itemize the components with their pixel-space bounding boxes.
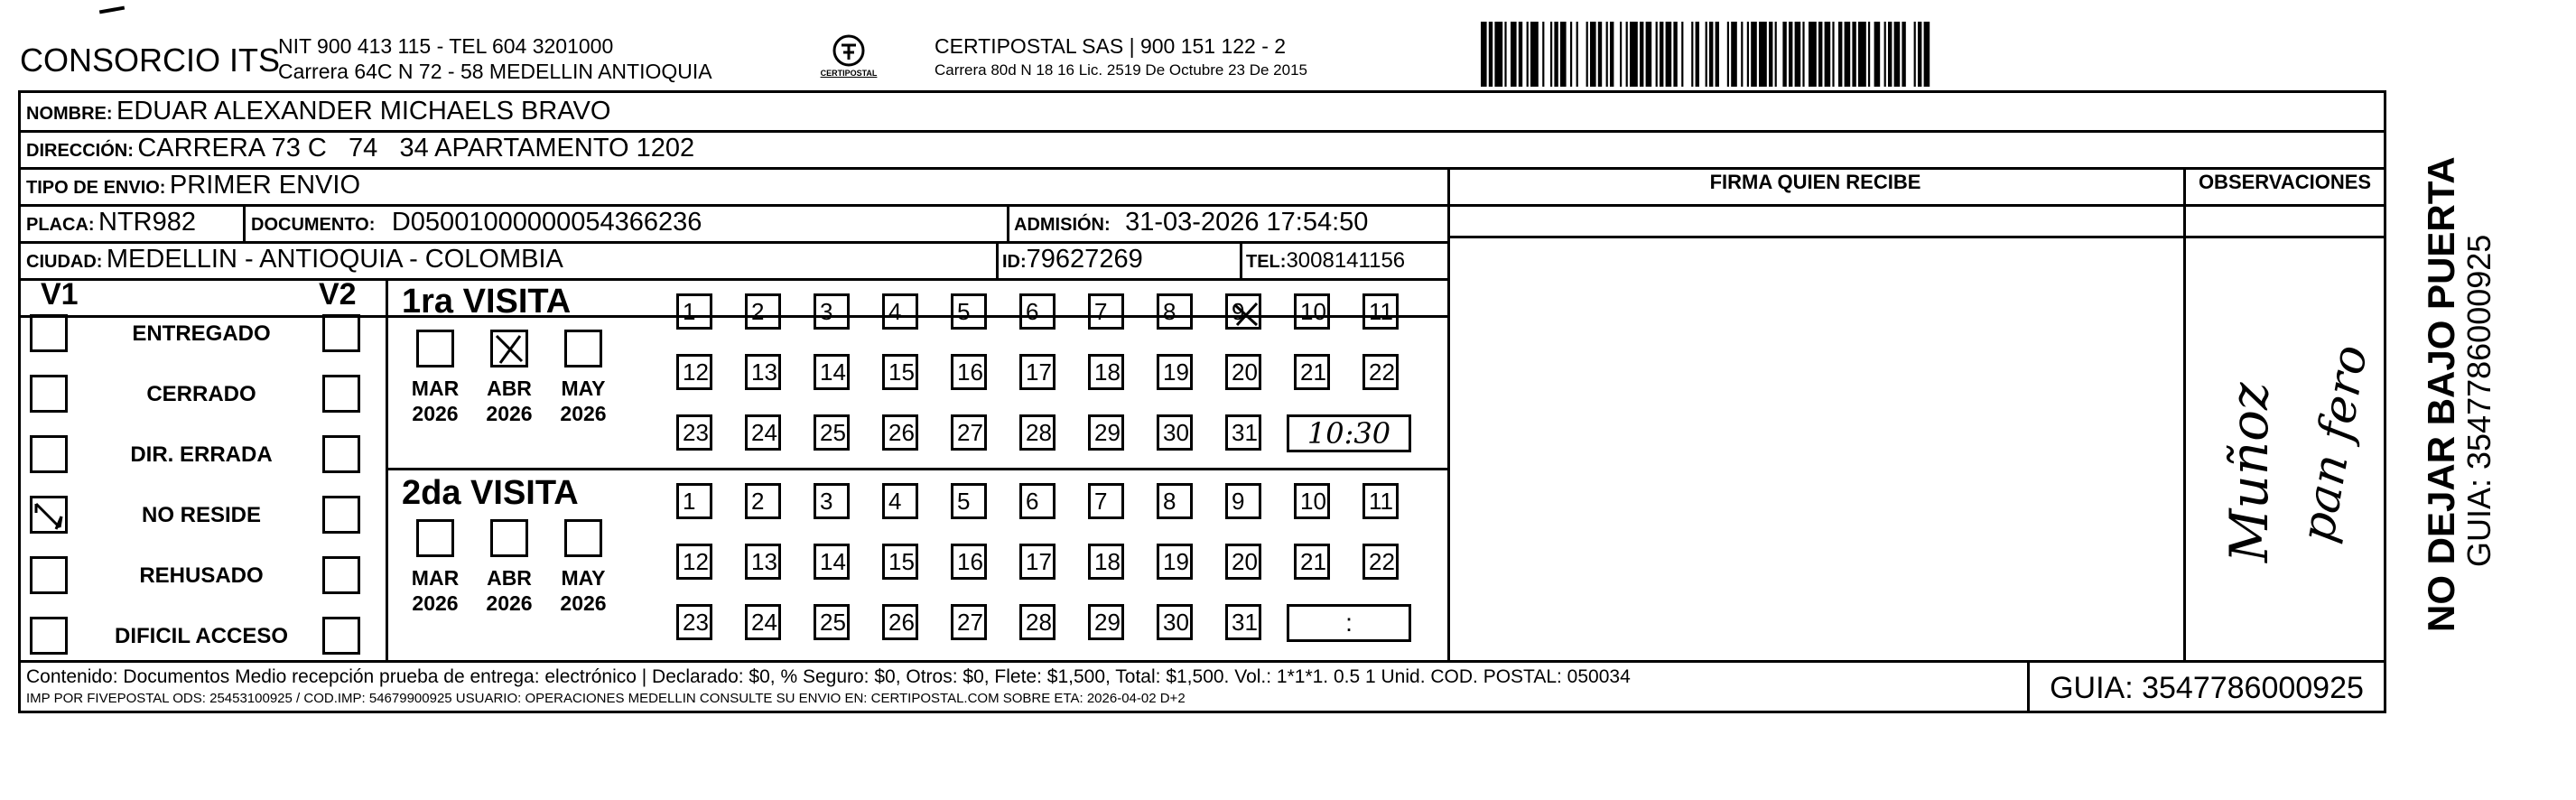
send-type: PRIMER ENVIO [169,171,361,200]
barcode-bar [1554,22,1558,87]
month-year: 2026 [412,591,459,615]
first-visit-day-box[interactable] [814,354,850,390]
barcode-bar [1894,22,1901,87]
first-visit-day-box[interactable] [1157,354,1193,390]
month-year: 2026 [560,402,607,425]
day-number: 7 [1094,488,1108,515]
month-name: ABR [487,377,532,400]
barcode-bar [1747,22,1749,87]
first-visit-time-box[interactable]: 10:30 [1287,414,1411,452]
tel-value: 3008141156 [1286,248,1406,273]
first-visit-day-box[interactable] [1225,414,1261,451]
barcode-bar [1809,22,1817,87]
name-row [26,97,610,126]
barcode-bar [1741,22,1743,87]
second-visit-day-box[interactable] [745,483,781,519]
v1-status-checkbox[interactable] [30,314,68,352]
day-number: 24 [751,419,777,446]
day-number: 3 [820,298,833,325]
handwritten-line1: Muñoz [2218,382,2280,563]
barcode-bar [1610,22,1613,87]
first-visit-day-box[interactable] [1157,293,1193,330]
barcode-bar [1918,22,1921,87]
day-number: 21 [1300,548,1326,575]
status-label: REHUSADO [139,563,264,588]
day-number: 23 [683,419,709,446]
day-number: 4 [888,488,902,515]
month-name: MAY [561,566,606,590]
second-visit-day-box[interactable] [676,604,712,640]
recipient-name: EDUAR ALEXANDER MICHAELS BRAVO [116,97,611,126]
second-visit-month-checkbox[interactable] [416,519,454,557]
second-visit-day-box[interactable] [814,483,850,519]
day-number: 6 [1026,298,1039,325]
barcode-bar [1696,22,1699,87]
delivery-form [18,90,2386,713]
v1-status-checkbox[interactable] [30,617,68,655]
barcode-bar [1620,22,1622,87]
admission-value: 31-03-2026 17:54:50 [1125,208,1369,237]
v2-status-checkbox[interactable] [322,556,360,594]
second-visit-day-box[interactable] [882,544,918,580]
barcode-bar [1825,22,1831,87]
day-number: 10 [1300,488,1326,515]
second-visit-day-box[interactable] [745,604,781,640]
second-visit-day-box[interactable] [882,483,918,519]
month-year: 2026 [486,591,533,615]
barcode-bar [1570,22,1572,87]
barcode-bar [1832,22,1834,87]
first-visit-month-label [404,376,467,426]
first-visit-day-box[interactable] [814,293,850,330]
barcode-bar [1646,22,1652,87]
first-visit-day-box[interactable] [745,354,781,390]
barcode-bar [1802,22,1804,87]
first-visit-month-checkbox[interactable] [416,330,454,367]
day-number: 5 [957,488,971,515]
second-visit-day-box[interactable] [882,604,918,640]
check-mark-icon [33,498,65,531]
send-type-label: TIPO DE ENVIO: [26,178,166,198]
second-visit-day-box[interactable] [1362,483,1399,519]
admission-cell [1014,208,1368,237]
second-visit-day-box[interactable] [1225,544,1261,580]
barcode-bar [1666,22,1672,87]
day-number: 18 [1094,358,1121,386]
barcode-bar [1530,22,1539,87]
day-number: 28 [1026,419,1052,446]
barcode-bar [1845,22,1851,87]
send-type-row [26,171,360,200]
day-number: 13 [751,358,777,386]
day-number: 17 [1026,548,1052,575]
id-value: 79627269 [1026,245,1143,274]
barcode-bar [1759,22,1767,87]
check-mark-icon [1228,296,1264,332]
address-label: DIRECCIÓN: [26,141,134,161]
plate-cell [26,208,196,237]
barcode-bar [1560,22,1567,87]
v2-status-checkbox[interactable] [322,496,360,534]
barcode-bar [1590,22,1596,87]
barcode-bar [1660,22,1663,87]
day-number: 27 [957,419,983,446]
certipostal-logo-text: CERTIPOSTAL [820,69,878,78]
first-visit-day-box[interactable] [882,293,918,330]
signature-header: FIRMA QUIEN RECIBE [1709,171,1921,193]
day-number: 24 [751,609,777,636]
day-number: 6 [1026,488,1039,515]
certipostal-logo [813,33,885,85]
document-cell [251,208,702,237]
day-number: 14 [820,358,846,386]
barcode-bar [1640,22,1643,87]
barcode-bar [1795,22,1801,87]
day-number: 2 [751,488,765,515]
day-number: 19 [1163,358,1189,386]
barcode-bar [1858,22,1866,87]
side-guia-text: GUIA: 3547786000925 [2460,234,2497,567]
barcode-bar [1751,22,1757,87]
company-name: CONSORCIO ITS [20,42,281,79]
first-visit-day-box[interactable] [1225,293,1261,330]
name-label: NOMBRE: [26,104,113,124]
v1-header: V1 [41,277,79,312]
second-visit-day-box[interactable] [814,604,850,640]
second-visit-day-box[interactable] [1294,544,1330,580]
day-number: 16 [957,548,983,575]
day-number: 30 [1163,609,1189,636]
v1-status-checkbox[interactable] [30,375,68,413]
v1-status-checkbox[interactable] [30,435,68,473]
barcode-bar [1731,22,1737,87]
status-label: DIR. ERRADA [130,442,273,467]
first-visit-day-box[interactable] [1157,414,1193,451]
second-visit-day-box[interactable] [745,544,781,580]
day-number: 22 [1369,548,1395,575]
first-visit-day-box[interactable] [1088,354,1124,390]
second-visit-day-box[interactable] [1019,604,1056,640]
day-number: 3 [820,488,833,515]
v2-status-checkbox[interactable] [322,617,360,655]
v2-status-checkbox[interactable] [322,314,360,352]
second-visit-title: 2da VISITA [402,474,579,512]
handwritten-line2: pan fero [2290,340,2379,547]
barcode-bar [1550,22,1552,87]
barcode-bar [1489,22,1493,87]
barcode-bar [1924,22,1930,87]
v2-status-checkbox[interactable] [322,375,360,413]
first-visit-day-box[interactable] [814,414,850,451]
day-number: 18 [1094,548,1121,575]
second-visit-day-box[interactable] [1019,544,1056,580]
barcode-bar [1681,22,1683,87]
day-number: 1 [683,488,696,515]
first-visit-day-box[interactable] [882,414,918,451]
barcode-bar [1852,22,1855,87]
second-visit-day-box[interactable] [1362,544,1399,580]
first-visit-month-label [552,376,615,426]
day-number: 7 [1094,298,1108,325]
first-visit-day-box[interactable] [1019,414,1056,451]
barcode-bar [1818,22,1822,87]
day-number: 9 [1232,488,1245,515]
day-number: 11 [1369,298,1393,325]
document-label: DOCUMENTO: [251,215,376,235]
first-visit-day-box[interactable] [951,414,987,451]
second-visit-time-box[interactable]: : [1287,604,1411,642]
id-label: ID: [1002,252,1027,272]
barcode-bar [1598,22,1602,87]
first-visit-day-box[interactable] [1088,293,1124,330]
second-visit-day-box[interactable] [1294,483,1330,519]
day-number: 8 [1163,488,1176,515]
status-label: DIFICIL ACCESO [114,624,288,648]
barcode-bar [1576,22,1578,87]
barcode-bar [1511,22,1517,87]
first-visit-day-box[interactable] [1362,293,1399,330]
day-number: 25 [820,609,846,636]
status-label: NO RESIDE [141,503,262,527]
barcode-bar [1656,22,1658,87]
barcode-bar [1606,22,1608,87]
day-number: 25 [820,419,846,446]
day-number: 26 [888,609,915,636]
second-visit-day-box[interactable] [951,604,987,640]
day-number: 8 [1163,298,1176,325]
barcode-bar [1902,22,1905,87]
day-number: 17 [1026,358,1052,386]
second-visit-month-label [478,565,541,616]
second-visit-day-box[interactable] [1157,483,1193,519]
handwritten-signature [2188,247,2382,653]
city-cell [26,245,563,274]
second-visit-month-checkbox[interactable] [564,519,602,557]
barcode-bar [1709,22,1713,87]
barcode-bar [1527,22,1529,87]
barcode-bar [1630,22,1638,87]
barcode-bar [1494,22,1502,87]
day-number: 4 [888,298,902,325]
barcode-bar [1586,22,1588,87]
first-visit-day-box[interactable] [745,414,781,451]
carrier-info-line1: CERTIPOSTAL SAS | 900 151 122 - 2 [935,34,1287,58]
first-visit-day-box[interactable] [676,414,712,451]
company-address: Carrera 64C N 72 - 58 MEDELLIN ANTIOQUIA [278,60,712,83]
address-row [26,134,694,163]
document-value: D05001000000054366236 [391,208,702,237]
first-visit-day-box[interactable] [882,354,918,390]
tel-label: TEL: [1246,252,1287,272]
plate-value: NTR982 [98,208,196,237]
v2-status-checkbox[interactable] [322,435,360,473]
observations-header: OBSERVACIONES [2198,171,2372,193]
day-number: 12 [683,548,709,575]
day-number: 21 [1300,358,1326,386]
month-name: ABR [487,566,532,590]
barcode-bar [1838,22,1842,87]
day-number: 14 [820,548,846,575]
footer-content-line: Contenido: Documentos Medio recepción prueba de entrega: electrónico | Declarado: $0, % Seguro: $0, Otros: $0, Flete: $1,500, Total: $1,500. Vol.: 1*1*1. 0.5 1 Unid. COD. POSTAL: 050034 [26,666,1631,687]
day-number: 26 [888,419,915,446]
plate-label: PLACA: [26,215,95,235]
day-number: 16 [957,358,983,386]
second-visit-day-box[interactable] [1088,604,1124,640]
status-label: ENTREGADO [132,321,271,346]
day-number: 27 [957,609,983,636]
first-visit-month-label [478,376,541,426]
first-visit-day-box[interactable] [676,293,712,330]
second-visit-day-box[interactable] [1157,544,1193,580]
second-visit-day-box[interactable] [1088,483,1124,519]
day-number: 15 [888,548,915,575]
month-year: 2026 [412,402,459,425]
day-number: 5 [957,298,971,325]
first-visit-day-box[interactable] [1088,414,1124,451]
day-number: 9 [1232,298,1245,325]
second-visit-month-label [404,565,467,616]
second-visit-month-label [552,565,615,616]
second-visit-day-box[interactable] [1088,544,1124,580]
carrier-info-line2: Carrera 80d N 18 16 Lic. 2519 De Octubre 23 De 2015 [935,61,1307,79]
day-number: 20 [1232,548,1258,575]
day-number: 15 [888,358,915,386]
first-visit-day-box[interactable] [1019,354,1056,390]
day-number: 10 [1300,298,1326,325]
barcode-bar [1769,22,1772,87]
second-visit-day-box[interactable] [1225,483,1261,519]
first-visit-title: 1ra VISITA [402,283,572,321]
barcode-bar [1914,22,1916,87]
tel-cell [1246,248,1405,274]
first-visit-month-checkbox[interactable] [564,330,602,367]
second-visit-day-box[interactable] [676,544,712,580]
second-visit-day-box[interactable] [1019,483,1056,519]
month-name: MAR [411,566,460,590]
company-nit: NIT 900 413 115 - TEL 604 3201000 [278,34,614,58]
stray-mark [99,6,125,14]
first-visit-day-box[interactable] [951,354,987,390]
first-visit-day-box[interactable] [745,293,781,330]
first-visit-day-box[interactable] [1019,293,1056,330]
day-number: 31 [1232,609,1258,636]
v1-status-checkbox[interactable] [30,556,68,594]
day-number: 29 [1094,419,1121,446]
barcode-bar [1888,22,1892,87]
v1-status-checkbox[interactable] [30,496,68,534]
second-visit-day-box[interactable] [951,544,987,580]
day-number: 13 [751,548,777,575]
day-number: 20 [1232,358,1258,386]
footer-guia: GUIA: 3547786000925 [2050,671,2364,705]
month-year: 2026 [560,591,607,615]
certipostal-logo-icon [831,33,867,69]
status-label: CERRADO [146,382,256,406]
barcode-bar [1691,22,1693,87]
first-visit-day-box[interactable] [1294,293,1330,330]
day-number: 29 [1094,609,1121,636]
barcode-bar [1782,22,1786,87]
second-visit-day-box[interactable] [1157,604,1193,640]
barcode [1481,22,2212,87]
barcode-bar [1868,22,1870,87]
barcode-bar [1716,22,1719,87]
barcode-bar [1775,22,1777,87]
day-number: 1 [683,298,696,325]
day-number: 31 [1232,419,1258,446]
admission-label: ADMISIÓN: [1014,215,1111,235]
first-visit-day-box[interactable] [1225,354,1261,390]
day-number: 28 [1026,609,1052,636]
barcode-bar [1504,22,1506,87]
first-visit-day-box[interactable] [1362,354,1399,390]
month-name: MAR [411,377,460,400]
footer-print-line: IMP POR FIVEPOSTAL ODS: 25453100925 / COD.IMP: 54679900925 USUARIO: OPERACIONES MEDELLIN CONSULTE SU ENVIO EN: CERTIPOSTAL.COM SOBRE ETA: 2026-04-02 D+2 [26,691,1186,706]
barcode-bar [1789,22,1792,87]
day-number: 11 [1369,488,1393,515]
month-name: MAY [561,377,606,400]
barcode-bar [1626,22,1628,87]
barcode-bar [1519,22,1522,87]
first-visit-day-box[interactable] [1294,354,1330,390]
day-number: 22 [1369,358,1395,386]
barcode-bar [1874,22,1881,87]
day-number: 19 [1163,548,1189,575]
city-value: MEDELLIN - ANTIOQUIA - COLOMBIA [106,245,563,274]
first-visit-day-box[interactable] [951,293,987,330]
second-visit-day-box[interactable] [676,483,712,519]
barcode-bar [1884,22,1886,87]
barcode-bar [1727,22,1729,87]
second-visit-day-box[interactable] [814,544,850,580]
barcode-bar [1481,22,1487,87]
city-label: CIUDAD: [26,252,103,272]
second-visit-day-box[interactable] [951,483,987,519]
day-number: 12 [683,358,709,386]
day-number: 30 [1163,419,1189,446]
day-number: 2 [751,298,765,325]
month-year: 2026 [486,402,533,425]
v2-header: V2 [319,277,357,312]
barcode-bar [1542,22,1544,87]
second-visit-month-checkbox[interactable] [490,519,528,557]
first-visit-day-box[interactable] [676,354,712,390]
side-warning-text: NO DEJAR BAJO PUERTA [2420,156,2462,632]
second-visit-day-box[interactable] [1225,604,1261,640]
first-visit-month-checkbox[interactable] [490,330,528,367]
id-cell [1002,245,1143,274]
barcode-bar [1706,22,1707,87]
recipient-address: CARRERA 73 C 74 34 APARTAMENTO 1202 [137,134,695,163]
barcode-bar [1673,22,1677,87]
check-mark-icon [493,332,525,365]
day-number: 23 [683,609,709,636]
